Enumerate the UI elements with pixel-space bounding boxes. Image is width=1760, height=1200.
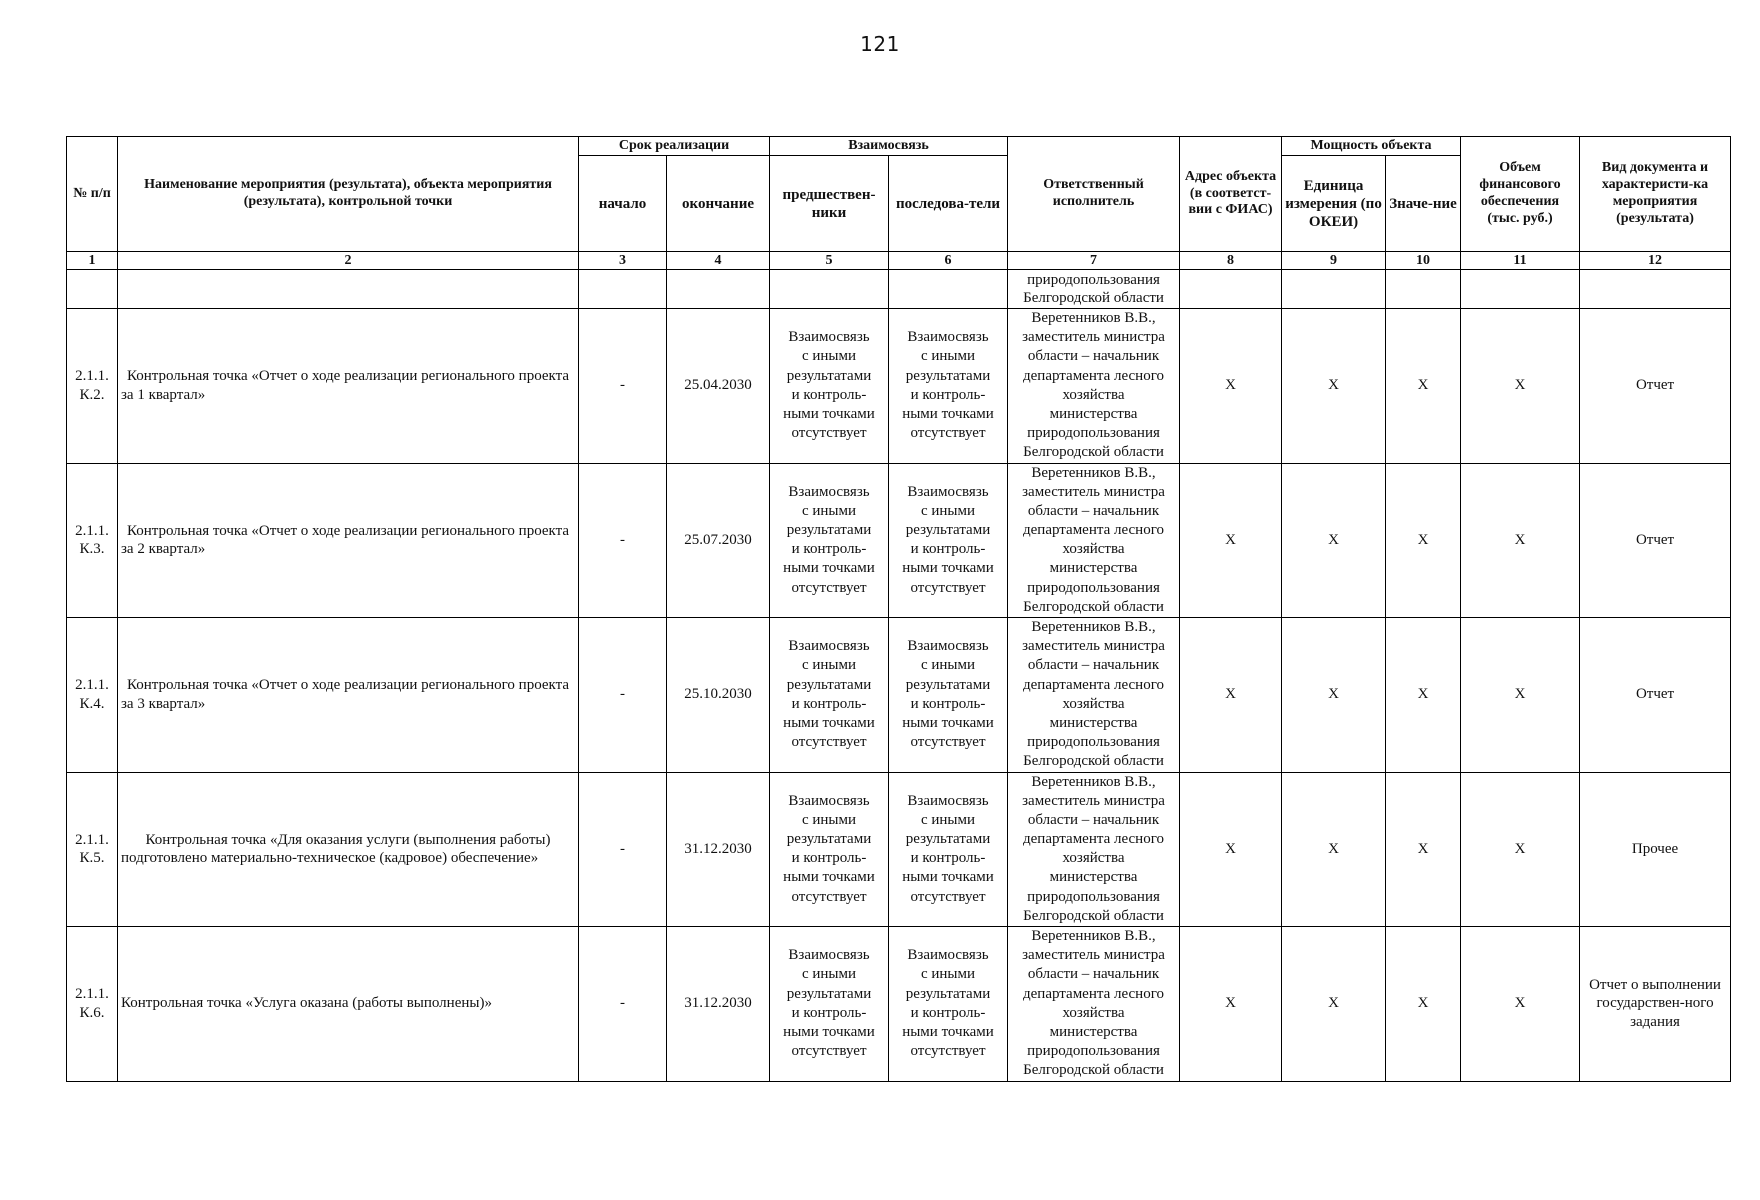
- col-number: 4: [667, 252, 770, 270]
- row-responsible: Веретенников В.В., заместитель министра области – начальник департамента лесного хозяйства министерства природопользования Белгородской области: [1008, 927, 1180, 1082]
- row-unit: X: [1282, 772, 1386, 927]
- header-period: Срок реализации: [579, 137, 770, 156]
- row-start: -: [579, 772, 667, 927]
- col-number: 2: [118, 252, 579, 270]
- row-link-next: Взаимосвязь с иными результатами и контроль- ными точками отсутствует: [889, 927, 1008, 1082]
- table-row: [67, 927, 1731, 1082]
- row-num: 2.1.1. К.2.: [67, 309, 118, 464]
- row-link-prev: Взаимосвязь с иными результатами и контроль- ными точками отсутствует: [770, 927, 889, 1082]
- row-finance: X: [1461, 309, 1580, 464]
- row-link-next: Взаимосвязь с иными результатами и контроль- ными точками отсутствует: [889, 618, 1008, 773]
- col-number: 9: [1282, 252, 1386, 270]
- col-number: 12: [1580, 252, 1731, 270]
- header-unit: Единица измерения (по ОКЕИ): [1282, 156, 1386, 252]
- col-number: 6: [889, 252, 1008, 270]
- header-doc-type: Вид документа и характеристи-ка мероприятия (результата): [1580, 137, 1731, 252]
- header-end: окончание: [667, 156, 770, 252]
- row-unit: X: [1282, 463, 1386, 618]
- row-value: X: [1386, 463, 1461, 618]
- continuation-responsible: природопользования Белгородской области: [1008, 270, 1180, 309]
- row-link-next: Взаимосвязь с иными результатами и контроль- ными точками отсутствует: [889, 772, 1008, 927]
- row-link-prev: Взаимосвязь с иными результатами и контроль- ными точками отсутствует: [770, 772, 889, 927]
- col-number: 8: [1180, 252, 1282, 270]
- row-value: X: [1386, 309, 1461, 464]
- col-number: 5: [770, 252, 889, 270]
- row-link-next: Взаимосвязь с иными результатами и контроль- ными точками отсутствует: [889, 463, 1008, 618]
- header-start: начало: [579, 156, 667, 252]
- row-responsible: Веретенников В.В., заместитель министра области – начальник департамента лесного хозяйства министерства природопользования Белгородской области: [1008, 309, 1180, 464]
- row-doc-type: Отчет: [1580, 618, 1731, 773]
- row-doc-type: Отчет: [1580, 463, 1731, 618]
- continuation-row: [67, 270, 1731, 309]
- table-row: [67, 309, 1731, 464]
- page-number: 121: [860, 32, 900, 56]
- header-address: Адрес объекта (в соответст-вии с ФИАС): [1180, 137, 1282, 252]
- row-start: -: [579, 927, 667, 1082]
- row-end: 25.10.2030: [667, 618, 770, 773]
- table-row: [67, 772, 1731, 927]
- row-doc-type: Отчет о выполнении государствен-ного задания: [1580, 927, 1731, 1082]
- row-unit: X: [1282, 309, 1386, 464]
- col-number: 11: [1461, 252, 1580, 270]
- row-num: 2.1.1. К.4.: [67, 618, 118, 773]
- row-responsible: Веретенников В.В., заместитель министра области – начальник департамента лесного хозяйства министерства природопользования Белгородской области: [1008, 772, 1180, 927]
- row-finance: X: [1461, 463, 1580, 618]
- header-responsible: Ответственный исполнитель: [1008, 137, 1180, 252]
- header-link: Взаимосвязь: [770, 137, 1008, 156]
- row-name: Контрольная точка «Отчет о ходе реализации регионального проекта за 2 квартал»: [118, 463, 579, 618]
- row-doc-type: Отчет: [1580, 309, 1731, 464]
- row-address: X: [1180, 309, 1282, 464]
- row-name: Контрольная точка «Отчет о ходе реализации регионального проекта за 1 квартал»: [118, 309, 579, 464]
- row-finance: X: [1461, 618, 1580, 773]
- row-name: Контрольная точка «Для оказания услуги (выполнения работы) подготовлено материально-техническое (кадровое) обеспечение»: [118, 772, 579, 927]
- row-start: -: [579, 618, 667, 773]
- row-end: 31.12.2030: [667, 772, 770, 927]
- row-num: 2.1.1. К.6.: [67, 927, 118, 1082]
- row-num: 2.1.1. К.5.: [67, 772, 118, 927]
- header-finance: Объем финансового обеспечения (тыс. руб.): [1461, 137, 1580, 252]
- row-link-prev: Взаимосвязь с иными результатами и контроль- ными точками отсутствует: [770, 463, 889, 618]
- row-address: X: [1180, 927, 1282, 1082]
- row-value: X: [1386, 927, 1461, 1082]
- row-end: 25.07.2030: [667, 463, 770, 618]
- row-name: Контрольная точка «Отчет о ходе реализации регионального проекта за 3 квартал»: [118, 618, 579, 773]
- table-row: [67, 463, 1731, 618]
- col-number: 3: [579, 252, 667, 270]
- row-doc-type: Прочее: [1580, 772, 1731, 927]
- row-address: X: [1180, 772, 1282, 927]
- plan-table: [66, 136, 1731, 1082]
- row-num: 2.1.1. К.3.: [67, 463, 118, 618]
- row-responsible: Веретенников В.В., заместитель министра области – начальник департамента лесного хозяйства министерства природопользования Белгородской области: [1008, 463, 1180, 618]
- header-capacity: Мощность объекта: [1282, 137, 1461, 156]
- row-unit: X: [1282, 618, 1386, 773]
- header-name: Наименование мероприятия (результата), объекта мероприятия (результата), контрольной точки: [118, 137, 579, 252]
- row-start: -: [579, 463, 667, 618]
- row-link-prev: Взаимосвязь с иными результатами и контроль- ными точками отсутствует: [770, 309, 889, 464]
- header-prev: предшествен-ники: [770, 156, 889, 252]
- row-value: X: [1386, 618, 1461, 773]
- row-finance: X: [1461, 772, 1580, 927]
- row-link-prev: Взаимосвязь с иными результатами и контроль- ными точками отсутствует: [770, 618, 889, 773]
- row-address: X: [1180, 618, 1282, 773]
- row-responsible: Веретенников В.В., заместитель министра области – начальник департамента лесного хозяйства министерства природопользования Белгородской области: [1008, 618, 1180, 773]
- table-row: [67, 618, 1731, 773]
- row-end: 31.12.2030: [667, 927, 770, 1082]
- row-end: 25.04.2030: [667, 309, 770, 464]
- header-value: Значе-ние: [1386, 156, 1461, 252]
- col-number: 7: [1008, 252, 1180, 270]
- row-unit: X: [1282, 927, 1386, 1082]
- row-start: -: [579, 309, 667, 464]
- row-name: Контрольная точка «Услуга оказана (работы выполнены)»: [118, 927, 579, 1082]
- header-next: последова-тели: [889, 156, 1008, 252]
- header-num: № п/п: [67, 137, 118, 252]
- row-address: X: [1180, 463, 1282, 618]
- col-number: 10: [1386, 252, 1461, 270]
- row-link-next: Взаимосвязь с иными результатами и контроль- ными точками отсутствует: [889, 309, 1008, 464]
- row-finance: X: [1461, 927, 1580, 1082]
- row-value: X: [1386, 772, 1461, 927]
- col-number: 1: [67, 252, 118, 270]
